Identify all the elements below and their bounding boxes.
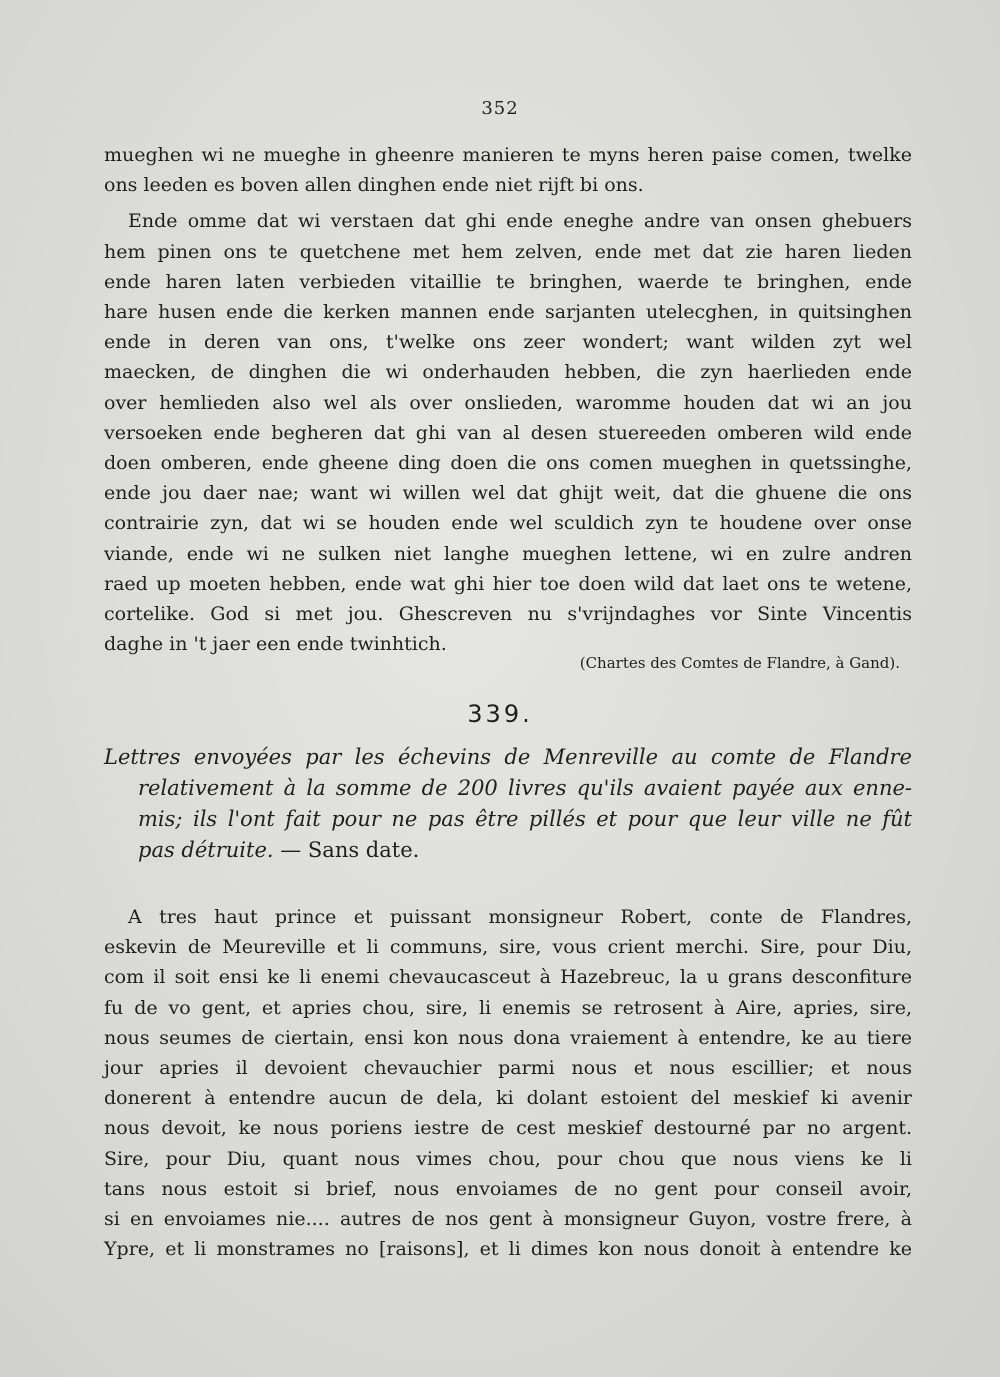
paragraph-3 <box>104 902 912 1264</box>
summary-italic-text: pas détruite. — <box>138 838 308 862</box>
page-number: 352 <box>481 98 519 119</box>
document-number: 339. <box>467 700 533 728</box>
text-line: raed up moeten hebben, ende wat ghi hier toe doen wild dat laet ons te wetene, <box>104 572 912 595</box>
letter-text-french <box>104 902 912 1264</box>
paragraph-2 <box>104 206 912 659</box>
document-summary <box>104 742 912 866</box>
text-line: A tres haut prince et puissant monsigneur Robert, conte de Flandres, <box>128 906 912 928</box>
text-line: contrairie zyn, dat wi se houden ende wel sculdich zyn te houdene over onse <box>104 512 912 535</box>
text-line: nous devoit, ke nous poriens iestre de cest meskief destourné par no argent. <box>104 1117 912 1140</box>
text-line: donerent à entendre aucun de dela, ki dolant estoient del meskief ki avenir <box>104 1087 912 1110</box>
text-line: Ypre, et li monstrames no [raisons], et li dimes kon nous donoit à entendre ke <box>104 1238 912 1261</box>
text-line: jour apries il devoient chevauchier parmi nous et nous escillier; et nous <box>104 1057 912 1080</box>
text-line: Ende omme dat wi verstaen dat ghi ende eneghe andre van onsen ghebuers <box>128 210 912 233</box>
text-line: ons leeden es boven allen dinghen ende niet rijft bi ons. <box>104 174 644 197</box>
summary-line-last <box>104 835 912 866</box>
text-line: over hemlieden also wel als over onslieden, waromme houden dat wi an jou <box>104 391 912 414</box>
text-line: ende haren laten verbieden vitaillie te bringhen, waerde te bringhen, ende <box>104 270 912 293</box>
text-line: doen omberen, ende gheene ding doen die ons comen mueghen in quetssinghe, <box>104 452 912 475</box>
paragraph-1 <box>104 140 912 200</box>
text-line: versoeken ende begheren dat ghi van al desen stuereeden omberen wild ende <box>104 421 912 444</box>
summary-line: mis; ils l'ont fait pour ne pas être pillés et pour que leur ville ne fût <box>138 807 912 831</box>
date-note: Sans date. <box>307 838 420 862</box>
text-line: mueghen wi ne mueghe in gheenre manieren te myns heren paise comen, twelke <box>104 144 912 166</box>
text-line: cortelike. God si met jou. Ghescreven nu s'vrijndaghes vor Sinte Vincentis <box>104 603 912 626</box>
text-line: hem pinen ons te quetchene met hem zelven, ende met dat zie haren lieden <box>104 240 912 263</box>
text-line: fu de vo gent, et apries chou, sire, li enemis se retrosent à Aire, apries, sire, <box>104 996 912 1019</box>
text-line: ende in deren van ons, t'welke ons zeer wondert; want wilden zyt wel <box>104 331 912 354</box>
text-line: daghe in 't jaer een ende twinhtich. <box>104 633 447 656</box>
summary-line: relativement à la somme de 200 livres qu'ils avaient payée aux enne- <box>138 776 912 800</box>
text-line: eskevin de Meureville et li communs, sire, vous crient merchi. Sire, pour Diu, <box>104 936 912 959</box>
source-citation: (Chartes des Comtes de Flandre, à Gand). <box>579 654 900 672</box>
text-line: hare husen ende die kerken mannen ende sarjanten utelecghen, in quitsinghen <box>104 301 912 324</box>
text-line: si en envoiames nie.... autres de nos gent à monsigneur Guyon, vostre frere, à <box>104 1208 912 1231</box>
summary-line: Lettres envoyées par les échevins de Menreville au comte de Flandre <box>104 745 912 769</box>
letter-text-flemish <box>104 140 912 659</box>
text-line: ende jou daer nae; want wi willen wel dat ghijt weit, dat die ghuene die ons <box>104 482 912 505</box>
text-line: viande, ende wi ne sulken niet langhe mueghen lettene, wi en zulre andren <box>104 542 912 565</box>
text-line: tans nous estoit si brief, nous envoiames de no gent pour conseil avoir, <box>104 1177 912 1200</box>
text-line: Sire, pour Diu, quant nous vimes chou, pour chou que nous viens ke li <box>104 1147 912 1170</box>
text-line: nous seumes de ciertain, ensi kon nous dona vraiement à entendre, ke au tiere <box>104 1026 912 1049</box>
text-line: maecken, de dinghen die wi onderhauden hebben, die zyn haerlieden ende <box>104 361 912 384</box>
text-line: com il soit ensi ke li enemi chevaucasceut à Hazebreuc, la u grans desconfiture <box>104 966 912 989</box>
